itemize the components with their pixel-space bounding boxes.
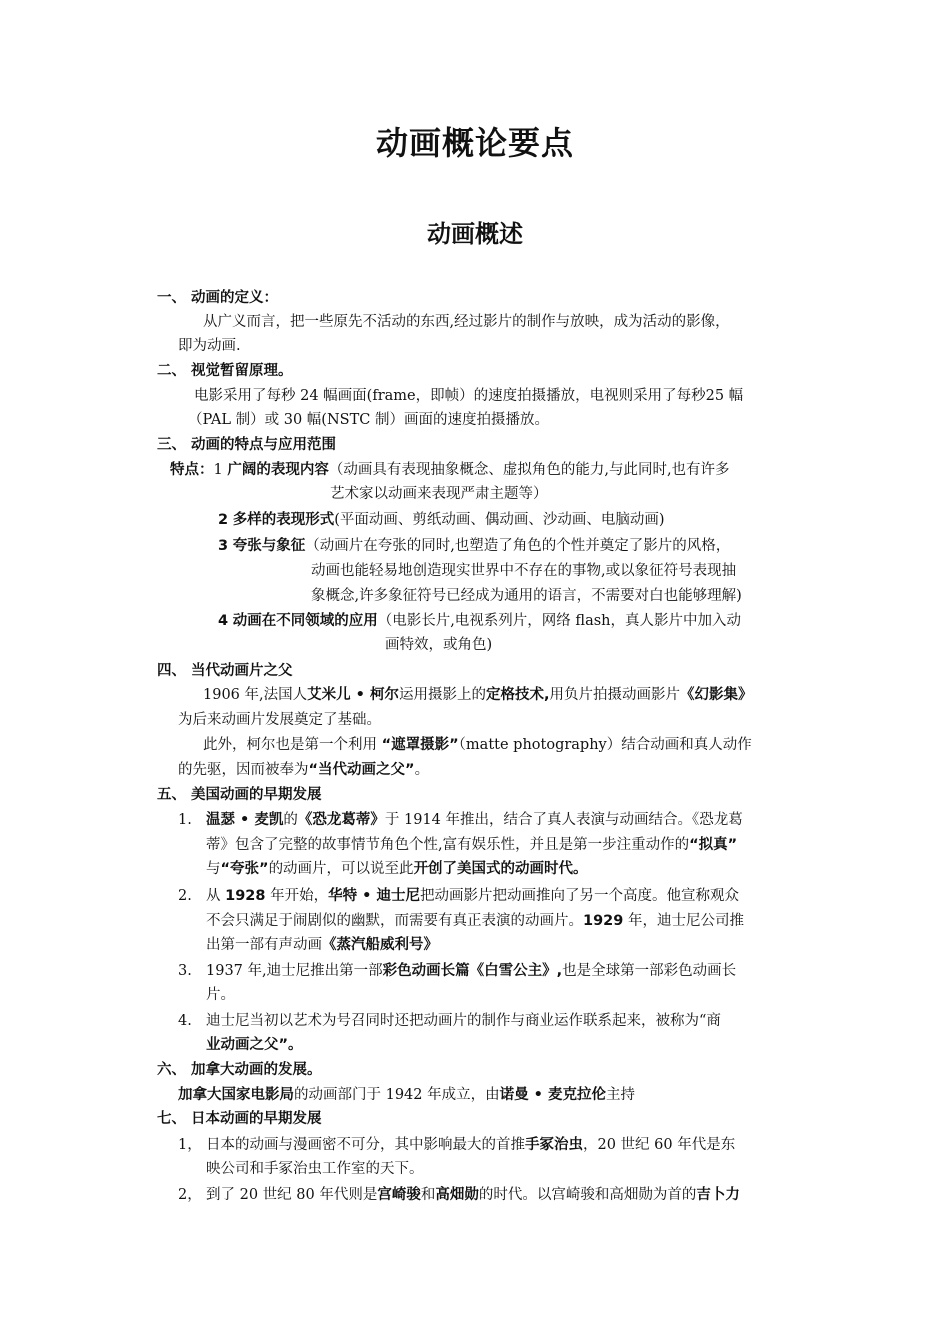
feature-1-text: （动画具有表现抽象概念、虚拟角色的能力,与此同时,也有许多 [328,462,730,478]
list-number: 4. [178,1013,192,1029]
text-run: 蒂》包含了完整的故事情节角色个性,富有娱乐性，并且是第一步注重动作的 [206,837,690,853]
list-item-line [206,858,588,880]
list-item-line [206,1134,735,1156]
text-run: 的 [283,812,298,828]
section-5-heading: 五、 美国动画的早期发展 [157,787,322,803]
person-name: 艾米儿 • 柯尔 [307,687,399,703]
section-1-paragraph-line: 即为动画. [178,338,241,354]
list-number: 3. [178,963,192,979]
feature-4-title: 动画在不同领域的应用 [232,613,378,629]
text-run: 于 1914 年推出，结合了真人表演与动画结合。《恐龙葛 [384,812,743,828]
film-title: 《蒸汽船威利号》 [322,937,438,953]
emphasis-text: “当代动画之父” [308,762,415,778]
text-run: 与 [206,861,221,877]
section-1-heading: 一、 动画的定义： [157,290,279,306]
film-title: 《恐龙葛蒂》 [297,812,385,828]
feature-1-number: 1 [213,462,223,478]
section-2-paragraph-line: 电影采用了每秒 24 幅画面(frame，即帧）的速度拍摄播放，电视则采用了每秒25 幅 [194,388,744,404]
emphasis-text: 开创了美国式的动画时代。 [413,861,588,877]
text-run: 年开始， [265,888,329,904]
list-item-line: 迪士尼当初以艺术为号召同时还把动画片的制作与商业运作联系起来，被称为“商 [206,1013,721,1029]
list-item-line: 片。 [206,987,235,1003]
feature-4-line [218,610,741,632]
section-1-paragraph-line: 从广义而言，把一些原先不活动的东西,经过影片的制作与放映，成为活动的影像， [203,314,730,330]
text-run: 的动画片，可以说至此 [268,861,414,877]
list-number: 2. [178,888,192,904]
person-name: 宫崎骏 [377,1187,421,1203]
person-name: 华特 • 迪士尼 [328,888,420,904]
year-emphasis: 1929 [583,913,624,929]
film-title: 《幻影集》 [680,687,753,703]
section-4-paragraph-line [178,759,429,781]
text-run: 日本的动画与漫画密不可分，其中影响最大的首推 [206,1137,525,1153]
list-item-line [206,960,736,982]
feature-3-continuation: 象概念,许多象征符号已经成为通用的语言，不需要对白也能够理解) [311,588,742,604]
emphasis-text: 定格技术, [486,687,550,703]
text-run: 用负片拍摄动画影片 [549,687,681,703]
feature-1-continuation: 艺术家以动画来表现严肃主题等） [330,486,548,502]
text-run: （matte photography）结合动画和真人动作 [458,737,752,753]
section-6-heading: 六、 加拿大动画的发展。 [157,1062,322,1078]
text-run: 出第一部有声动画 [206,937,322,953]
feature-1-line [170,459,730,481]
section-2-paragraph-line: （PAL 制）或 30 幅(NSTC 制）画面的速度拍摄播放。 [188,412,549,428]
text-run: 此外，柯尔也是第一个利用 [203,737,382,753]
document-title: 动画概论要点 [375,124,574,162]
feature-4-number: 4 [218,613,229,629]
text-run: 1906 年,法国人 [203,687,308,703]
section-2-heading: 二、 视觉暂留原理。 [157,363,293,379]
film-title: 彩色动画长篇《白雪公主》, [382,963,563,979]
section-3-heading: 三、 动画的特点与应用范围 [157,437,337,453]
text-run: 。 [414,762,430,778]
feature-4-text: （电影长片,电视系列片，网络 flash，真人影片中加入动 [377,613,742,629]
list-number: 2， [178,1187,202,1203]
section-4-paragraph-line [203,734,752,756]
text-run: 也是全球第一部彩色动画长 [562,963,737,979]
year-emphasis: 1928 [225,888,266,904]
feature-3-title: 夸张与象征 [232,538,306,554]
person-name: 高畑勋 [435,1187,479,1203]
text-run: 年，迪士尼公司推 [623,913,744,929]
section-4-paragraph-line [203,684,753,706]
list-item-line [206,910,744,932]
section-7-heading: 七、 日本动画的早期发展 [157,1111,322,1127]
feature-3-continuation: 动画也能轻易地创造现实世界中不存在的事物,或以象征符号表现抽 [311,563,737,579]
feature-3-number: 3 [218,538,229,554]
list-number: 1， [178,1137,202,1153]
list-item-line [206,834,737,856]
feature-lead-label: 特点： [170,462,214,478]
text-run: 把动画影片把动画推向了另一个高度。他宣称观众 [419,888,739,904]
text-run: ，20 世纪 60 年代是东 [583,1137,736,1153]
section-4-heading: 四、 当代动画片之父 [157,663,293,679]
organization-name: 加拿大国家电影局 [178,1087,294,1103]
emphasis-text: “遮罩摄影” [381,737,459,753]
list-item-line: 业动画之父”。 [206,1037,303,1053]
feature-2-title: 多样的表现形式 [232,512,335,528]
list-item-line [206,934,438,956]
text-run: 到了 20 世纪 80 年代则是 [206,1187,378,1203]
person-name: 诺曼 • 麦克拉伦 [499,1087,606,1103]
text-run: 不会只满足于闹剧似的幽默，而需要有真正表演的动画片。 [206,913,583,929]
section-6-paragraph-line [178,1084,635,1106]
text-run: 和 [420,1187,436,1203]
list-item-line: 映公司和手冢治虫工作室的天下。 [206,1161,424,1177]
person-name: 温瑟 • 麦凯 [206,812,284,828]
text-run: 从 [206,888,226,904]
list-item-line [206,809,743,831]
feature-2-line [218,509,665,531]
studio-name: 吉卜力 [696,1187,740,1203]
text-run: 1937 年,迪士尼推出第一部 [206,963,383,979]
list-item-line [206,1184,740,1206]
text-run: 的先驱，因而被奉为 [178,762,309,778]
feature-4-continuation: 画特效，或角色) [385,637,493,653]
person-name: 手冢治虫 [525,1137,583,1153]
feature-1-title: 广阔的表现内容 [227,462,329,478]
text-run: 的动画部门于 1942 年成立，由 [294,1087,500,1103]
feature-3-text: （动画片在夸张的同时,也塑造了角色的个性并奠定了影片的风格， [305,538,731,554]
list-item-line [206,885,739,907]
feature-2-text: (平面动画、剪纸动画、偶动画、沙动画、电脑动画) [334,512,665,528]
list-number: 1. [178,812,192,828]
section-4-paragraph-line: 为后来动画片发展奠定了基础。 [178,712,381,728]
feature-2-number: 2 [218,512,229,528]
text-run: 的时代。以宫崎骏和高畑勋为首的 [478,1187,697,1203]
emphasis-text: “夸张” [220,861,269,877]
text-run: 运用摄影上的 [399,687,486,703]
text-run: 主持 [606,1087,635,1103]
feature-3-line [218,535,730,557]
section-subtitle: 动画概述 [427,220,523,248]
emphasis-text: “拟真” [689,837,738,853]
